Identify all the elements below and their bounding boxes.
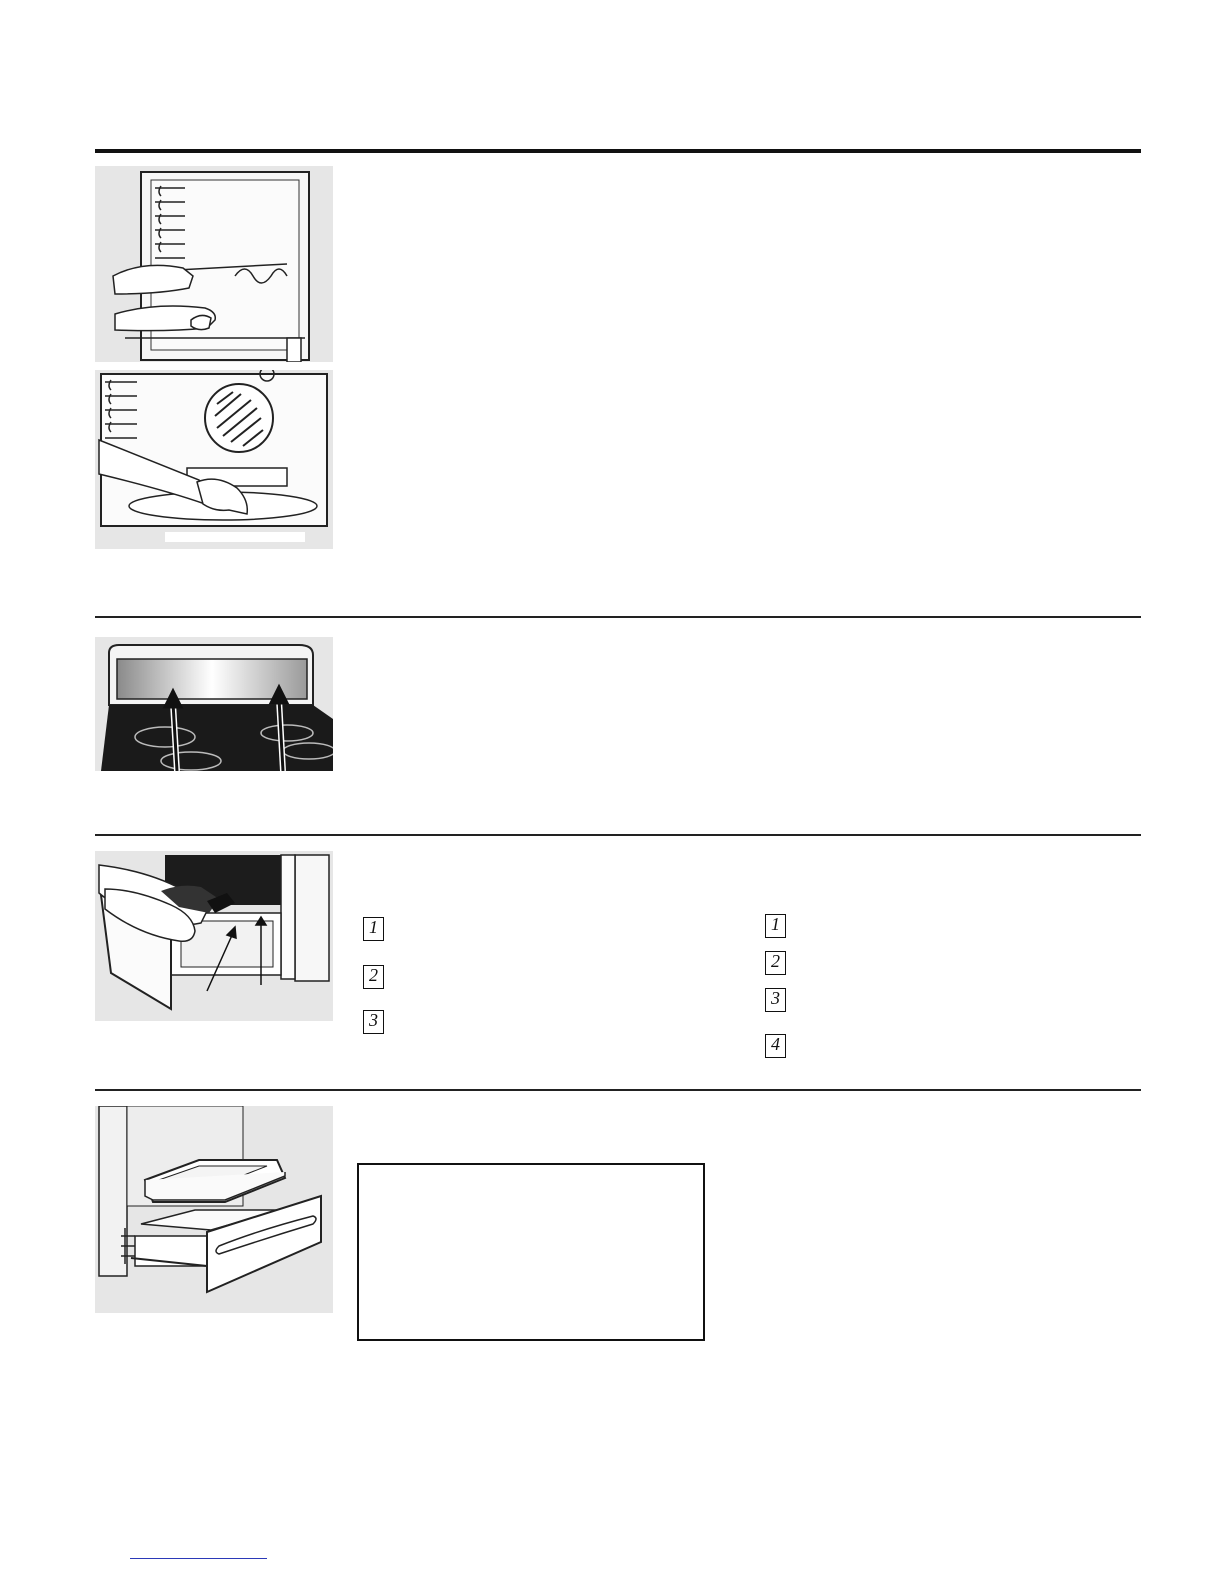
step-number-box: 2: [363, 965, 384, 989]
section-divider-3: [95, 1089, 1141, 1091]
section-divider-2: [95, 834, 1141, 836]
drawer-removal-illustration: [95, 851, 333, 1021]
oven-floor-wiping-illustration: [95, 370, 333, 549]
storage-drawer-illustration: [95, 1106, 333, 1313]
step-number-box: 1: [765, 914, 786, 938]
step-number-box: 3: [363, 1010, 384, 1034]
note-box: [357, 1163, 705, 1341]
step-number-box: 2: [765, 951, 786, 975]
oven-bake-element-illustration: [95, 166, 333, 362]
section-divider-1: [95, 616, 1141, 618]
step-number-box: 4: [765, 1034, 786, 1058]
cooktop-backsplash-illustration: [95, 637, 333, 771]
step-number-box: 3: [765, 988, 786, 1012]
footer-link-underline[interactable]: [130, 1558, 267, 1559]
step-number-box: 1: [363, 917, 384, 941]
header-rule: [95, 149, 1141, 153]
